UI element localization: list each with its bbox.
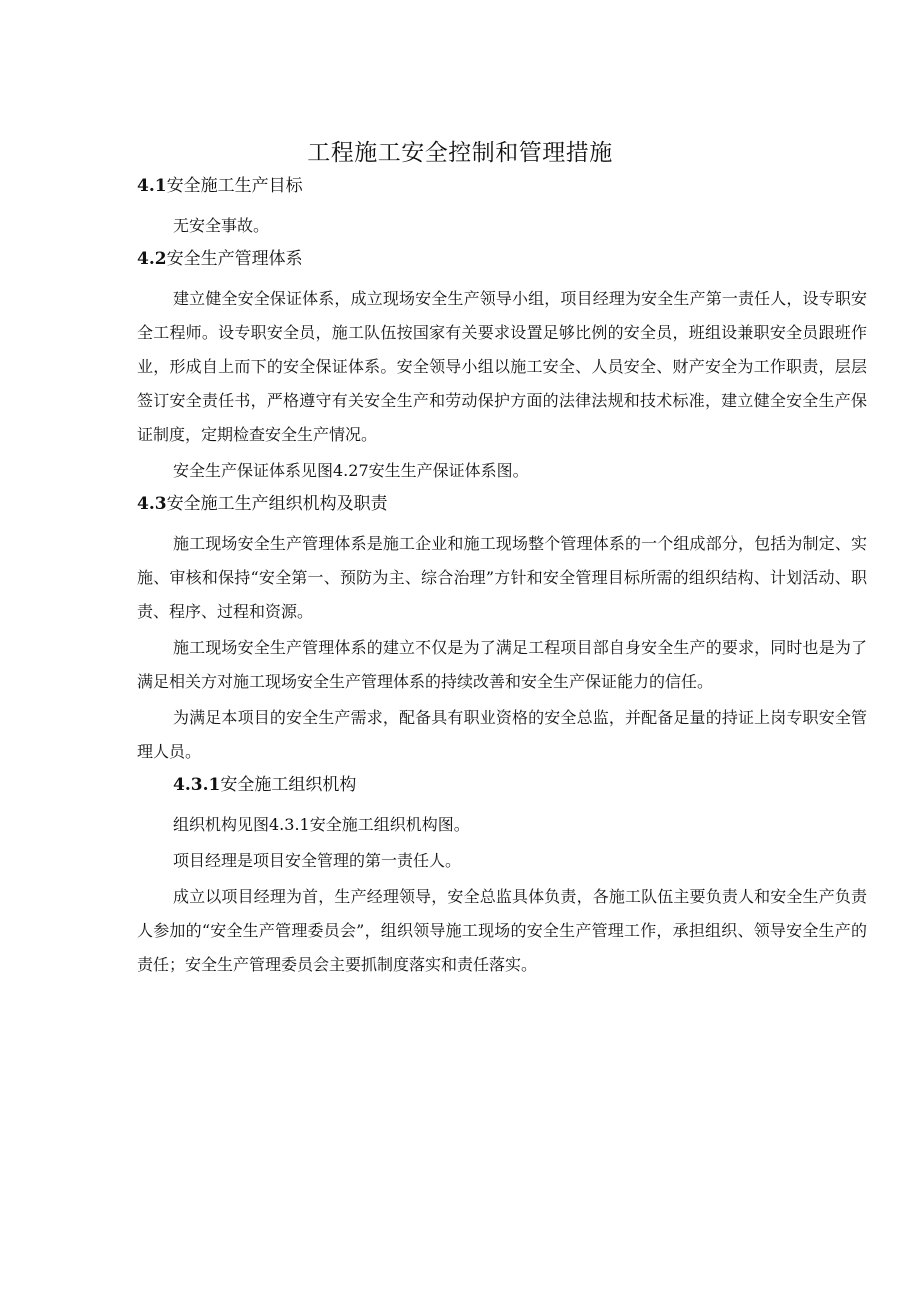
paragraph: 施工现场安全生产管理体系的建立不仅是为了满足工程项目部自身安全生产的要求，同时也是为了满足相关方对施工现场安全生产管理体系的持续改善和安全生产保证能力的信任。	[137, 638, 867, 691]
section-heading-4-2	[137, 245, 867, 274]
paragraph: 组织机构见图4.3.1安全施工组织机构图。	[173, 815, 470, 834]
section-number: 4.1	[137, 176, 167, 196]
document-body	[137, 172, 867, 984]
section-heading-4-3	[137, 490, 867, 519]
section-heading-4-3-1	[137, 771, 867, 800]
paragraph: 为满足本项目的安全生产需求，配备具有职业资格的安全总监，并配备足量的持证上岗专职安全管理人员。	[137, 708, 867, 761]
paragraph: 安全生产保证体系见图4.27安生生产保证体系图。	[173, 461, 529, 480]
section-title: 安全施工组织机构	[220, 775, 357, 795]
section-title: 安全施工生产组织机构及职责	[166, 494, 388, 514]
paragraph: 成立以项目经理为首，生产经理领导，安全总监具体负责，各施工队伍主要负责人和安全生产负责人参加的“安全生产管理委员会”，组织领导施工现场的安全生产管理工作，承担组织、领导安全生产的责任；安全生产管理委员会主要抓制度落实和责任落实。	[137, 887, 867, 974]
paragraph: 项目经理是项目安全管理的第一责任人。	[173, 851, 462, 870]
section-number: 4.2	[137, 249, 167, 269]
section-heading-4-1	[137, 172, 867, 201]
section-title: 安全施工生产目标	[166, 176, 303, 196]
section-number: 4.3	[137, 494, 167, 514]
document-title: 工程施工安全控制和管理措施	[307, 140, 613, 166]
paragraph: 无安全事故。	[173, 216, 270, 235]
paragraph: 建立健全安全保证体系，成立现场安全生产领导小组，项目经理为安全生产第一责任人，设专职安全工程师。设专职安全员，施工队伍按国家有关要求设置足够比例的安全员，班组设兼职安全员跟班作业，形成自上而下的安全保证体系。安全领导小组以施工安全、人员安全、财产安全为工作职责，层层签订安全责任书，严格遵守有关安全生产和劳动保护方面的法律法规和技术标准，建立健全安全生产保证制度，定期检查安全生产情况。	[137, 289, 867, 444]
paragraph: 施工现场安全生产管理体系是施工企业和施工现场整个管理体系的一个组成部分，包括为制定、实施、审核和保持“安全第一、预防为主、综合治理”方针和安全管理目标所需的组织结构、计划活动、职责、程序、过程和资源。	[137, 534, 867, 621]
section-number: 4.3.1	[173, 775, 221, 795]
section-title: 安全生产管理体系	[166, 249, 303, 269]
